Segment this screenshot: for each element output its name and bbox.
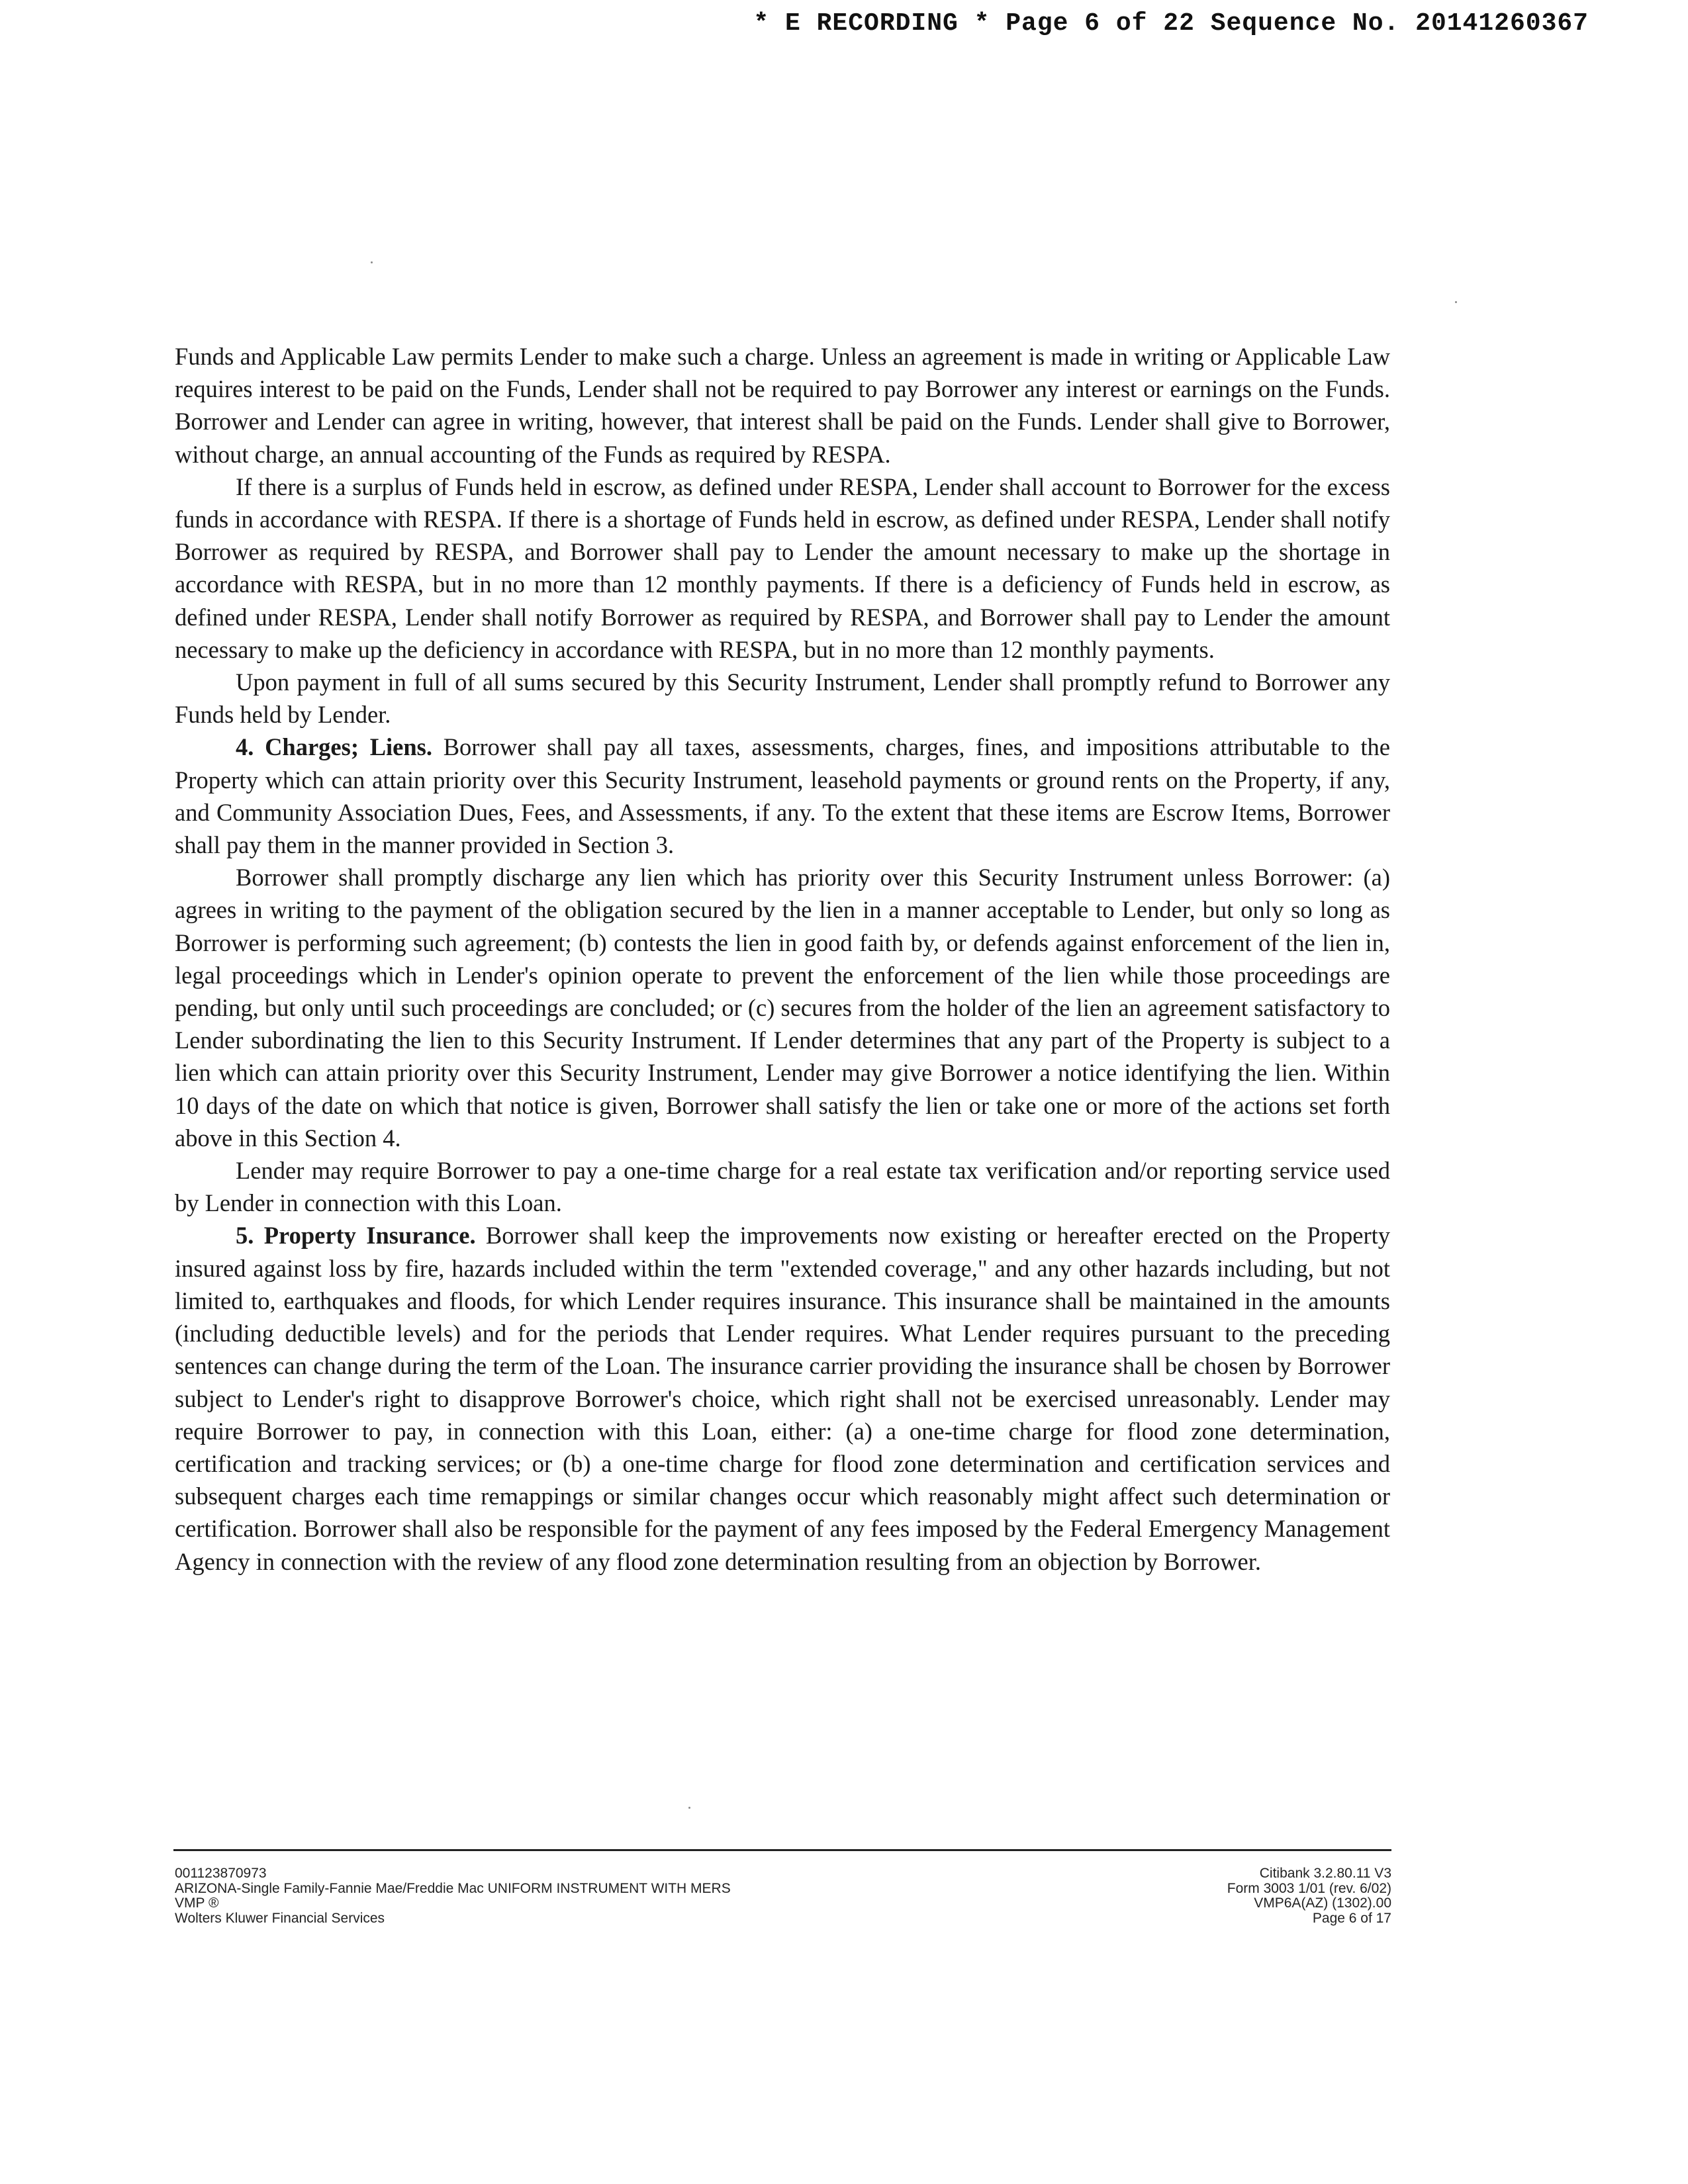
- form-title: ARIZONA-Single Family-Fannie Mae/Freddie Mac UNIFORM INSTRUMENT WITH MERS: [175, 1880, 731, 1896]
- paragraph-lien-discharge: [175, 861, 1390, 1154]
- paragraph-charges-liens: [175, 731, 1390, 861]
- document-body: [175, 340, 1390, 1578]
- scan-speck: [371, 261, 373, 263]
- publisher: Wolters Kluwer Financial Services: [175, 1910, 385, 1926]
- lender-version: Citibank 3.2.80.11 V3: [1259, 1866, 1391, 1881]
- paragraph-text: Borrower shall pay all taxes, assessments, charges, fines, and impositions attributable to the Property which can attain priority over this Security Instrument, leasehold payments or ground rents on the Property, if any, and Community Association Dues, Fees, and Assessments, if any. To the extent that these items are Escrow Items, Borrower shall pay them in the manner provided in Section 3.: [175, 733, 1390, 859]
- recording-stamp: * E RECORDING * Page 6 of 22 Sequence No. 20141260367: [753, 9, 1589, 38]
- paragraph-funds-interest: [175, 340, 1390, 471]
- paragraph-text: Funds and Applicable Law permits Lender to make such a charge. Unless an agreement is made in writing or Applicable Law requires interest to be paid on the Funds, Lender shall not be required to pay Borrower any interest or earnings on the Funds. Borrower and Lender can agree in writing, however, that interest shall be paid on the Funds. Lender shall give to Borrower, without charge, an annual accounting of the Funds as required by RESPA.: [175, 343, 1390, 468]
- section-heading: 4. Charges; Liens.: [236, 733, 433, 761]
- scan-speck: [688, 1807, 690, 1809]
- paragraph-tax-verification: [175, 1154, 1390, 1219]
- footer-right-block: [1227, 1866, 1391, 1926]
- form-number: Form 3003 1/01 (rev. 6/02): [1227, 1880, 1391, 1896]
- paragraph-text: If there is a surplus of Funds held in escrow, as defined under RESPA, Lender shall account to Borrower for the excess funds in accordance with RESPA. If there is a shortage of Funds held in escrow, as defined under RESPA, Lender shall notify Borrower as required by RESPA, and Borrower shall pay to Lender the amount necessary to make up the shortage in accordance with RESPA, but in no more than 12 monthly payments. If there is a deficiency of Funds held in escrow, as defined under RESPA, Lender shall notify Borrower as required by RESPA, and Borrower shall pay to Lender the amount necessary to make up the deficiency in accordance with RESPA, but in no more than 12 monthly payments.: [175, 473, 1390, 663]
- paragraph-text: Upon payment in full of all sums secured by this Security Instrument, Lender shall promptly refund to Borrower any Funds held by Lender.: [175, 668, 1390, 729]
- paragraph-text: Borrower shall promptly discharge any lien which has priority over this Security Instrument unless Borrower: (a) agrees in writing to the payment of the obligation secured by the lien in a manner acceptable to Lender, but only so long as Borrower is performing such agreement; (b) contests the lien in good faith by, or defends against enforcement of the lien in, legal proceedings which in Lender's opinion operate to prevent the enforcement of the lien while those proceedings are pending, but only until such proceedings are concluded; or (c) secures from the holder of the lien an agreement satisfactory to Lender subordinating the lien to this Security Instrument. If Lender determines that any part of the Property is subject to a lien which can attain priority over this Security Instrument, Lender may give Borrower a notice identifying the lien. Within 10 days of the date on which that notice is given, Borrower shall satisfy the lien or take one or more of the actions set forth above in this Section 4.: [175, 864, 1390, 1152]
- vmp-mark: VMP ®: [175, 1895, 219, 1911]
- paragraph-text: Borrower shall keep the improvements now existing or hereafter erected on the Property insured against loss by fire, hazards included within the term "extended coverage," and any other hazards including, but not limited to, earthquakes and floods, for which Lender requires insurance. This insurance shall be maintained in the amounts (including deductible levels) and for the periods that Lender requires. What Lender requires pursuant to the preceding sentences can change during the term of the Loan. The insurance carrier providing the insurance shall be chosen by Borrower subject to Lender's right to disapprove Borrower's choice, which right shall not be exercised unreasonably. Lender may require Borrower to pay, in connection with this Loan, either: (a) a one-time charge for flood zone determination, certification and tracking services; or (b) a one-time charge for flood zone determination and certification services and subsequent charges each time remappings or similar changes occur which reasonably might affect such determination or certification. Borrower shall also be responsible for the payment of any fees imposed by the Federal Emergency Management Agency in connection with the review of any flood zone determination resulting from an objection by Borrower.: [175, 1222, 1390, 1575]
- scan-speck: [1455, 301, 1457, 303]
- paragraph-property-insurance: [175, 1219, 1390, 1577]
- paragraph-surplus-shortage: [175, 471, 1390, 666]
- paragraph-refund: [175, 666, 1390, 731]
- paragraph-text: Lender may require Borrower to pay a one-time charge for a real estate tax verification and/or reporting service used by Lender in connection with this Loan.: [175, 1157, 1390, 1217]
- footer-divider: [173, 1849, 1391, 1851]
- page-number: Page 6 of 17: [1312, 1910, 1391, 1926]
- section-heading: 5. Property Insurance.: [236, 1222, 476, 1250]
- loan-number: 001123870973: [175, 1866, 267, 1881]
- vmp-code: VMP6A(AZ) (1302).00: [1254, 1895, 1391, 1911]
- footer-left-block: [175, 1866, 731, 1926]
